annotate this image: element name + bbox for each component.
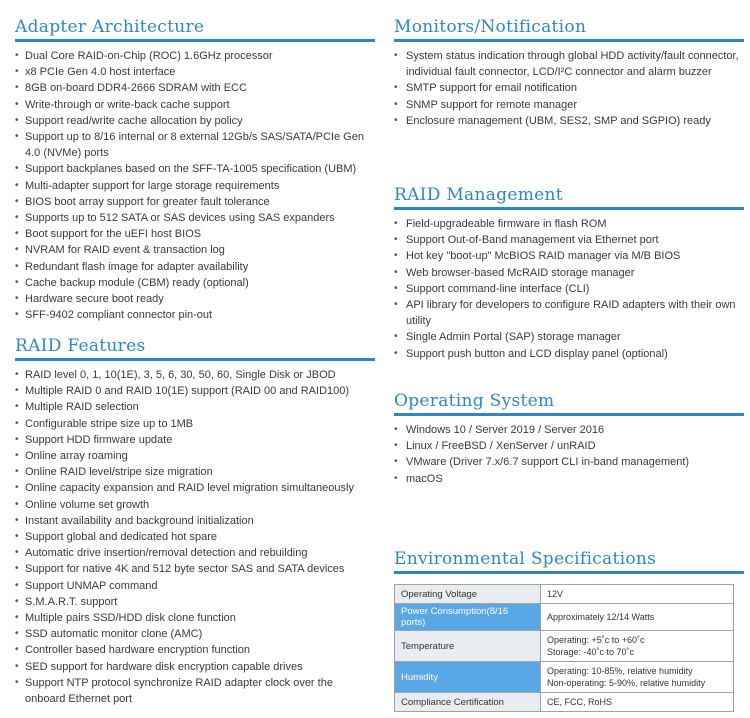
environmental-spec-table xyxy=(394,584,734,712)
list-item: • Multi-adapter support for large storage requirements xyxy=(15,178,375,194)
table-row xyxy=(395,585,734,604)
list-item: • Support read/write cache allocation by policy xyxy=(15,113,375,129)
list-item: • Supports up to 512 SATA or SAS devices using SAS expanders xyxy=(15,210,375,226)
spec-value-line: Operating: +5˚c to +60˚c xyxy=(547,635,645,645)
adapter-architecture-section xyxy=(15,16,375,323)
bullet-list xyxy=(15,367,375,707)
list-item: • S.M.A.R.T. support xyxy=(15,594,375,610)
list-item: • Single Admin Portal (SAP) storage manager xyxy=(394,329,744,345)
list-item: • Support for native 4K and 512 byte sector SAS and SATA devices xyxy=(15,561,375,577)
bullet-list xyxy=(15,48,375,323)
section-rule xyxy=(394,207,744,210)
list-item: • Support Out-of-Band management via Ethernet port xyxy=(394,232,744,248)
section-title: Monitors/Notification xyxy=(394,17,587,37)
list-item: • SNMP support for remote manager xyxy=(394,97,744,113)
monitors-notification-section xyxy=(394,16,744,129)
table-row xyxy=(395,662,734,693)
section-title: Environmental Specifications xyxy=(394,549,657,569)
left-column xyxy=(15,0,375,718)
spec-label: Humidity xyxy=(395,662,541,693)
list-item: • x8 PCIe Gen 4.0 host interface xyxy=(15,64,375,80)
list-item: • SFF-9402 compliant connector pin-out xyxy=(15,307,375,323)
spec-value: CE, FCC, RoHS xyxy=(541,693,734,712)
list-item: • RAID level 0, 1, 10(1E), 3, 5, 6, 30, 50, 60, Single Disk or JBOD xyxy=(15,367,375,383)
list-item: • Boot support for the uEFI host BIOS xyxy=(15,226,375,242)
list-item: • Support HDD firmware update xyxy=(15,432,375,448)
list-item: • Web browser-based McRAID storage manager xyxy=(394,265,744,281)
raid-management-section xyxy=(394,184,744,362)
list-item: • Write-through or write-back cache support xyxy=(15,97,375,113)
list-item: • Multiple RAID selection xyxy=(15,399,375,415)
list-item: • NVRAM for RAID event & transaction log xyxy=(15,242,375,258)
list-item: • Support up to 8/16 internal or 8 external 12Gb/s SAS/SATA/PCIe Gen 4.0 (NVMe) ports xyxy=(15,129,375,161)
section-rule xyxy=(394,571,744,574)
list-item: • Windows 10 / Server 2019 / Server 2016 xyxy=(394,422,744,438)
list-item: • 8GB on-board DDR4-2666 SDRAM with ECC xyxy=(15,80,375,96)
raid-features-section xyxy=(15,335,375,707)
table-row xyxy=(395,604,734,631)
list-item: • Linux / FreeBSD / XenServer / unRAID xyxy=(394,438,744,454)
list-item: • Support command-line interface (CLI) xyxy=(394,281,744,297)
list-item: • SMTP support for email notification xyxy=(394,80,744,96)
section-rule xyxy=(15,358,375,361)
list-item: • Automatic drive insertion/removal detection and rebuilding xyxy=(15,545,375,561)
list-item: • Controller based hardware encryption function xyxy=(15,642,375,658)
list-item: • Field-upgradeable firmware in flash ROM xyxy=(394,216,744,232)
spec-value-line: Non-operating: 5-90%, relative humidity xyxy=(547,678,706,688)
spec-value xyxy=(541,662,734,693)
bullet-list xyxy=(394,48,744,129)
list-item: • Online volume set growth xyxy=(15,497,375,513)
spec-value xyxy=(541,631,734,662)
list-item: • VMware (Driver 7.x/6.7 support CLI in-band management) xyxy=(394,454,744,470)
spec-value: 12V xyxy=(541,585,734,604)
section-title: RAID Management xyxy=(394,185,563,205)
list-item: • Hardware secure boot ready xyxy=(15,291,375,307)
list-item: • SSD automatic monitor clone (AMC) xyxy=(15,626,375,642)
list-item: • Enclosure management (UBM, SES2, SMP and SGPIO) ready xyxy=(394,113,744,129)
list-item: • Cache backup module (CBM) ready (optional) xyxy=(15,275,375,291)
list-item: • Online array roaming xyxy=(15,448,375,464)
list-item: • Support push button and LCD display panel (optional) xyxy=(394,346,744,362)
list-item: • Support global and dedicated hot spare xyxy=(15,529,375,545)
spec-value-line: Operating: 10-85%, relative humidity xyxy=(547,666,693,676)
spec-label: Operating Voltage xyxy=(395,585,541,604)
list-item: • Hot key "boot-up" McBIOS RAID manager via M/B BIOS xyxy=(394,248,744,264)
spec-label: Compliance Certification xyxy=(395,693,541,712)
table-row xyxy=(395,693,734,712)
right-column xyxy=(394,0,744,580)
list-item: • Support NTP protocol synchronize RAID adapter clock over the onboard Ethernet port xyxy=(15,675,375,707)
section-title: Adapter Architecture xyxy=(15,17,205,37)
section-rule xyxy=(15,39,375,42)
spec-value-line: Storage: -40˚c to 70˚c xyxy=(547,647,635,657)
list-item: • Online capacity expansion and RAID level migration simultaneously xyxy=(15,480,375,496)
list-item: • BIOS boot array support for greater fault tolerance xyxy=(15,194,375,210)
environmental-specifications-section xyxy=(394,548,744,574)
operating-system-section xyxy=(394,390,744,487)
spec-label: Power Consumption(8/16 ports) xyxy=(395,604,541,631)
list-item: • Multiple RAID 0 and RAID 10(1E) support (RAID 00 and RAID100) xyxy=(15,383,375,399)
list-item: • API library for developers to configure RAID adapters with their own utility xyxy=(394,297,744,329)
table-row xyxy=(395,631,734,662)
section-rule xyxy=(394,39,744,42)
list-item: • Dual Core RAID-on-Chip (ROC) 1.6GHz processor xyxy=(15,48,375,64)
bullet-list xyxy=(394,422,744,487)
spec-label: Temperature xyxy=(395,631,541,662)
list-item: • Online RAID level/stripe size migration xyxy=(15,464,375,480)
list-item: • Configurable stripe size up to 1MB xyxy=(15,416,375,432)
list-item: • Instant availability and background initialization xyxy=(15,513,375,529)
list-item: • Support backplanes based on the SFF-TA-1005 specification (UBM) xyxy=(15,161,375,177)
list-item: • Redundant flash image for adapter availability xyxy=(15,259,375,275)
list-item: • macOS xyxy=(394,471,744,487)
bullet-list xyxy=(394,216,744,362)
section-rule xyxy=(394,413,744,416)
section-title: Operating System xyxy=(394,391,555,411)
list-item: • System status indication through global HDD activity/fault connector, individual fault connector, LCD/I²C connector and alarm buzzer xyxy=(394,48,744,80)
list-item: • Support UNMAP command xyxy=(15,578,375,594)
list-item: • Multiple pairs SSD/HDD disk clone function xyxy=(15,610,375,626)
list-item: • SED support for hardware disk encryption capable drives xyxy=(15,659,375,675)
section-title: RAID Features xyxy=(15,336,146,356)
spec-value: Approximately 12/14 Watts xyxy=(541,604,734,631)
